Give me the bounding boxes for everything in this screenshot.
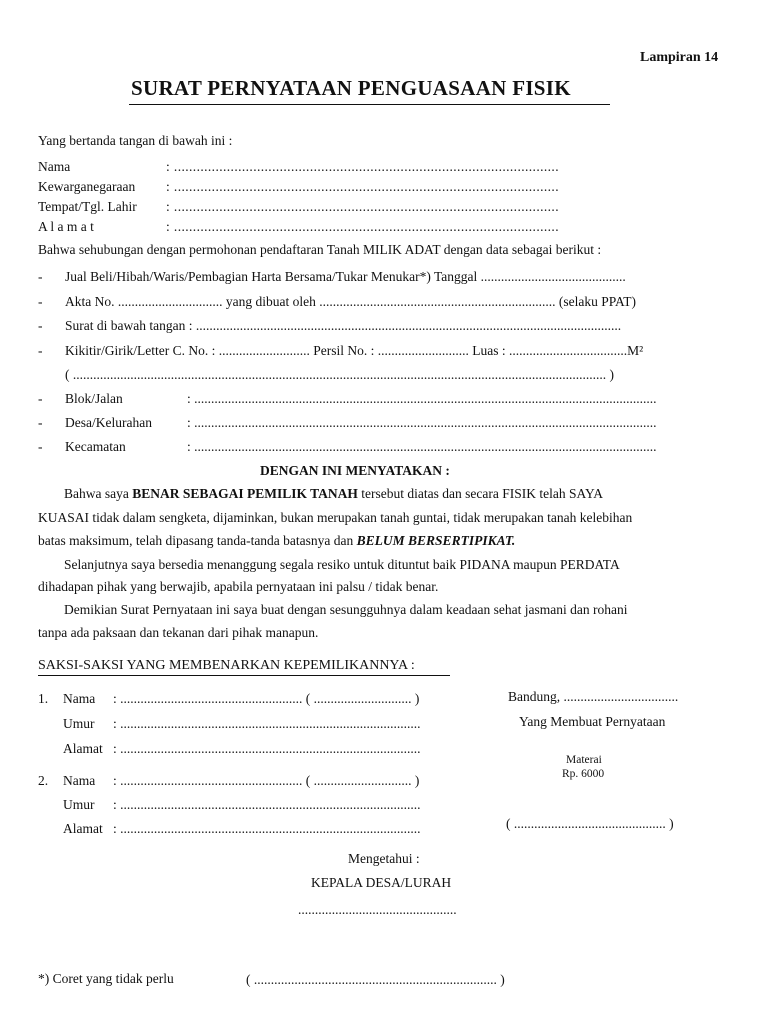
bullet-dash: - xyxy=(38,318,43,333)
statement-p3-line1: Demikian Surat Pernyataan ini saya buat dengan sesungguhnya dalam keadaan sehat jasmani dan rohani xyxy=(64,602,628,617)
bullet-dash: - xyxy=(38,415,43,430)
land-desa-value[interactable]: : ......................................................................................................................................... xyxy=(187,415,657,430)
document-title: SURAT PERNYATAAN PENGUASAAN FISIK xyxy=(131,76,571,100)
statement-p1-line3: batas maksimum, telah dipasang tanda-tanda batasnya dan BELUM BERSERTIPIKAT. xyxy=(38,533,516,548)
land-surat-bawah-tangan[interactable]: Surat di bawah tangan : .............................................................................................................................. xyxy=(65,318,622,333)
bullet-dash: - xyxy=(38,269,43,284)
stamp-amount: Rp. 6000 xyxy=(562,768,605,780)
witness-1-umur-label: Umur xyxy=(63,716,95,731)
field-value-kewarganegaraan[interactable]: : ...................................................................................................... xyxy=(166,179,559,194)
statement-p1-line1: Bahwa saya BENAR SEBAGAI PEMILIK TANAH tersebut diatas dan secara FISIK telah SAYA xyxy=(64,486,603,501)
approval-sign-line[interactable]: ............................................... xyxy=(298,902,457,917)
land-intro: Bahwa sehubungan dengan permohonan pendaftaran Tanah MILIK ADAT dengan data sebagai berikut : xyxy=(38,242,602,257)
witness-2-alamat-label: Alamat xyxy=(63,821,103,836)
title-underline xyxy=(129,104,610,105)
statement-p3-line2: tanpa ada paksaan dan tekanan dari pihak manapun. xyxy=(38,625,319,640)
field-value-tempat-tgl-lahir[interactable]: : ...................................................................................................... xyxy=(166,199,559,214)
field-label-kewarganegaraan: Kewarganegaraan xyxy=(38,179,136,194)
witness-2-nama-label: Nama xyxy=(63,773,96,788)
identity-intro: Yang bertanda tangan di bawah ini : xyxy=(38,133,233,148)
bullet-dash: - xyxy=(38,294,43,309)
stamp-materai-label: Materai xyxy=(566,754,602,766)
signature-name-line[interactable]: ( ............................................. ) xyxy=(506,816,674,831)
bullet-dash: - xyxy=(38,391,43,406)
statement-p1-line2: KUASAI tidak dalam sengketa, dijaminkan, bukan merupakan tanah guntai, tidak merupakan tanah kelebihan xyxy=(38,510,633,525)
land-blok-value[interactable]: : ......................................................................................................................................... xyxy=(187,391,657,406)
witness-2-umur-value[interactable]: : ......................................................................................... xyxy=(113,797,421,812)
witness-1-umur-value[interactable]: : ......................................................................................... xyxy=(113,716,421,731)
witness-2-alamat-value[interactable]: : ......................................................................................... xyxy=(113,821,421,836)
witness-1-nama-value[interactable]: : ...................................................... ( ............................. ) xyxy=(113,691,420,706)
witness-1-nama-label: Nama xyxy=(63,691,96,706)
bullet-dash: - xyxy=(38,343,43,358)
witness-2-number: 2. xyxy=(38,773,49,788)
field-label-tempat-tgl-lahir: Tempat/Tgl. Lahir xyxy=(38,199,137,214)
signature-place-date[interactable]: Bandung, .................................. xyxy=(508,689,679,704)
field-label-nama: Nama xyxy=(38,159,71,174)
signature-maker-label: Yang Membuat Pernyataan xyxy=(519,714,666,729)
land-kecamatan-label: Kecamatan xyxy=(65,439,126,454)
approval-mengetahui: Mengetahui : xyxy=(348,851,420,866)
approval-name-line[interactable]: ( ........................................................................ ) xyxy=(246,972,505,987)
statement-heading: DENGAN INI MENYATAKAN : xyxy=(260,463,450,478)
bullet-dash: - xyxy=(38,439,43,454)
land-desa-label: Desa/Kelurahan xyxy=(65,415,152,430)
witness-2-umur-label: Umur xyxy=(63,797,95,812)
statement-p2-line1: Selanjutnya saya bersedia menanggung segala resiko untuk dituntut baik PIDANA maupun PERDATA xyxy=(64,557,620,572)
footnote: *) Coret yang tidak perlu xyxy=(38,971,174,986)
witness-1-alamat-label: Alamat xyxy=(63,741,103,756)
land-location-paren[interactable]: ( .............................................................................................................................................................. ) xyxy=(65,367,614,382)
land-akta[interactable]: Akta No. ............................... yang dibuat oleh ...................................................................... (selaku PPAT) xyxy=(65,294,636,309)
field-label-alamat: A l a m a t xyxy=(38,219,94,234)
witnesses-heading-underline xyxy=(38,675,450,676)
witness-1-alamat-value[interactable]: : ......................................................................................... xyxy=(113,741,421,756)
approval-role: KEPALA DESA/LURAH xyxy=(311,875,452,890)
witness-1-number: 1. xyxy=(38,691,49,706)
witness-2-nama-value[interactable]: : ...................................................... ( ............................. ) xyxy=(113,773,420,788)
field-value-nama[interactable]: : ...................................................................................................... xyxy=(166,159,559,174)
land-kecamatan-value[interactable]: : ......................................................................................................................................... xyxy=(187,439,657,454)
field-value-alamat[interactable]: : ...................................................................................................... xyxy=(166,219,559,234)
land-jual-beli[interactable]: Jual Beli/Hibah/Waris/Pembagian Harta Bersama/Tukar Menukar*) Tanggal ........................................... xyxy=(65,269,626,284)
statement-p2-line2: dihadapan pihak yang berwajib, apabila pernyataan ini palsu / tidak benar. xyxy=(38,579,439,594)
witnesses-heading: SAKSI-SAKSI YANG MEMBENARKAN KEPEMILIKANNYA : xyxy=(38,658,415,673)
attachment-label: Lampiran 14 xyxy=(640,50,719,65)
land-blok-label: Blok/Jalan xyxy=(65,391,123,406)
land-kikitir[interactable]: Kikitir/Girik/Letter C. No. : ........................... Persil No. : ........................... Luas : ...................................M² xyxy=(65,343,644,358)
